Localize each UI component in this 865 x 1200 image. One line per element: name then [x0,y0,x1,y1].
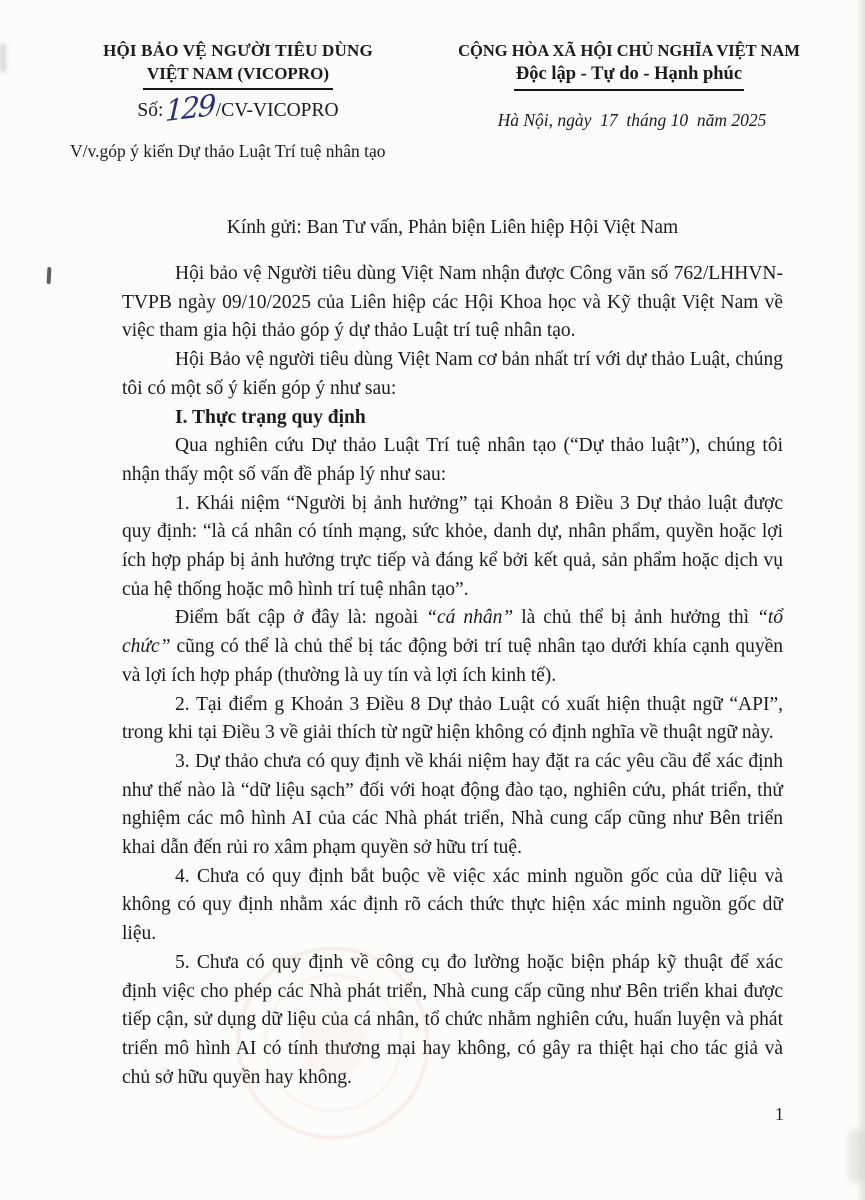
scan-corner-smudge [848,1128,864,1184]
scan-artifact-dash [47,267,52,284]
note-segment-2: là chủ thể bị ảnh hưởng thì [513,607,757,629]
paragraph-item-1: 1. Khái niệm “Người bị ảnh hưởng” tại Khoản 8 Điều 3 Dự thảo luật được quy định: “là cá nhân có tính mạng, sức khỏe, danh dự, nhân phẩm, quyền hoặc lợi ích hợp pháp bị ảnh hưởng trực tiếp và đáng kể bởi kết quả, sản phẩm hoặc dịch vụ của hệ thống hoặc mô hình trí tuệ nhân tạo”. [122,492,783,600]
paragraph-intro-1: Hội bảo vệ Người tiêu dùng Việt Nam nhận được Công văn số 762/LHHVN-TVPB ngày 09/10/2025 của Liên hiệp các Hội Khoa học và Kỹ thuật Việt Nam về việc tham gia hội thảo góp ý dự thảo Luật trí tuệ nhân tạo. [122,263,783,342]
section-heading: I. Thực trạng quy định [175,406,366,428]
national-motto-line2 [440,63,818,91]
national-motto-line1: CỘNG HÒA XÃ HỘI CHỦ NGHĨA VIỆT NAM [458,41,800,60]
page-number: 1 [775,1104,784,1124]
note-segment-3: cũng có thể là chủ thể bị tác động bởi trí tuệ nhân tạo dưới khía cạnh quyền và lợi ích hợp pháp (thường là uy tín và lợi ích kinh tế). [122,636,783,686]
org-name-line2 [68,63,408,90]
place-and-date-line: Hà Nội, ngày 17 tháng 10 năm 2025 [497,110,767,130]
org-name-line1: HỘI BẢO VỆ NGƯỜI TIÊU DÙNG [103,41,373,60]
paragraph-item-2: 2. Tại điểm g Khoản 3 Điều 8 Dự thảo Luật có xuất hiện thuật ngữ “API”, trong khi tại Điều 3 về giải thích từ ngữ hiện không có định nghĩa về thuật ngữ này. [122,693,783,744]
doc-number-suffix: /CV-VICOPRO [215,100,339,121]
note-italic-to-chuc: “tổ chức” [122,607,783,658]
doc-subject-line: V/v.góp ý kiến Dự thảo Luật Trí tuệ nhân tạo [70,141,386,161]
org-name-underlined-text: VIỆT NAM (VICOPRO) [143,63,333,90]
paragraph-note [122,604,783,690]
doc-number-line [68,87,408,129]
paragraph-item-5: 5. Chưa có quy định về công cụ đo lường hoặc biện pháp kỹ thuật để xác định việc cho phép các Nhà phát triển, Nhà cung cấp cũng như Bên triển khai được tiếp cận, sử dụng dữ liệu của cá nhân, tổ chức nhằm nghiên cứu, huấn luyện và phát triển mô hình AI có tính thương mại hay không, có gây ra thiệt hại cho tác giả và chủ sở hữu quyền hay không. [122,951,783,1088]
doc-number-handwritten: 129 [165,87,216,129]
scan-topleft-smudge [0,44,6,72]
paragraph-item-3: 3. Dự thảo chưa có quy định về khái niệm hay đặt ra các yêu cầu để xác định như thế nào là “dữ liệu sạch” đối với hoạt động đào tạo, nghiên cứu, phát triển, thử nghiệm các mô hình AI của các Nhà phát triển, Nhà cung cấp cũng như Bên triển khai dẫn đến rủi ro xâm phạm quyền sở hữu trí tuệ. [122,750,783,859]
scan-edge-shadow [856,0,865,1200]
paragraph-intro-2: Hội Bảo vệ người tiêu dùng Việt Nam cơ bản nhất trí với dự thảo Luật, chúng tôi có một số ý kiến góp ý như sau: [122,349,783,399]
note-italic-ca-nhan: “cá nhân” [426,607,514,629]
document-body [122,260,783,1092]
issuing-org-block [68,40,408,90]
doc-number-label: Số: [137,100,164,121]
note-segment-1: Điểm bất cập ở đây là: ngoài [175,607,427,629]
paragraph-item-4: 4. Chưa có quy định bắt buộc về việc xác minh nguồn gốc của dữ liệu và không có quy định nhằm xác định rõ cách thức thực hiện xác minh nguồn gốc dữ liệu. [122,865,783,945]
paragraph-overview: Qua nghiên cứu Dự thảo Luật Trí tuệ nhân tạo (“Dự thảo luật”), chúng tôi nhận thấy một số vấn đề pháp lý như sau: [122,435,783,485]
national-header-block [440,40,818,91]
national-motto-underlined-text: Độc lập - Tự do - Hạnh phúc [514,63,744,91]
salutation-line: Kính gửi: Ban Tư vấn, Phản biện Liên hiệp Hội Việt Nam [226,217,679,238]
